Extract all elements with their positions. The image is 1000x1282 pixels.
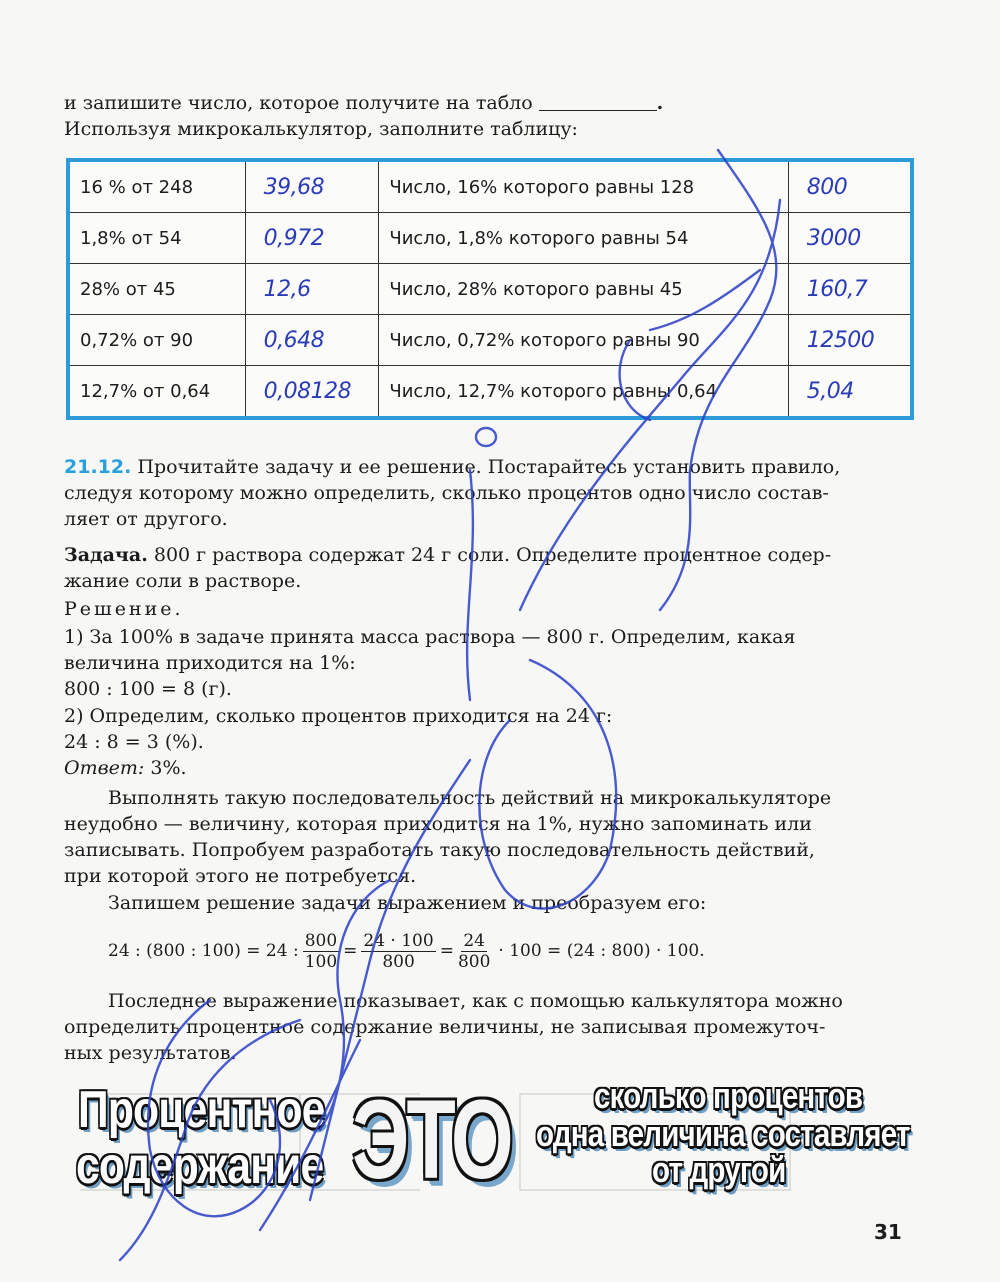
percent-table: [66, 158, 914, 420]
para3-line-2: определить процентное содержание величины, не записывая промежуточ-: [64, 1016, 826, 1038]
step1-line-1: 1) За 100% в задаче принята масса раствора — 800 г. Определим, какая: [64, 626, 796, 648]
para2: Запишем решение задачи выражением и преобразуем его:: [108, 892, 707, 914]
para1-line-3: записывать. Попробуем разработать такую последовательность действий,: [64, 839, 815, 861]
task-label: Задача.: [64, 544, 148, 566]
fraction: $\frac{24}{800}$: [457, 930, 491, 972]
table-row: [68, 213, 912, 264]
banner-middle: ЭТО: [352, 1077, 511, 1202]
handwritten-answer[interactable]: 0,648: [245, 315, 379, 366]
number-whose-cell: Число, 0,72% которого равны 90: [379, 315, 788, 366]
task-line-2: жание соли в растворе.: [64, 570, 302, 592]
handwritten-answer[interactable]: 3000: [788, 213, 912, 264]
percent-of-cell: 28% от 45: [68, 264, 245, 315]
percent-of-cell: 12,7% от 0,64: [68, 366, 245, 419]
exercise-line-2: следуя которому можно определить, сколько процентов одно число состав-: [64, 482, 829, 504]
answer-blank[interactable]: [539, 94, 657, 111]
solution-label: Решение.: [64, 598, 184, 620]
answer-label: Ответ:: [64, 757, 145, 779]
banner-left-line-2: содержание: [76, 1137, 324, 1195]
para1-line-2: неудобно — величину, которая приходится на 1%, нужно запоминать или: [64, 813, 812, 835]
step1-line-2: величина приходится на 1%:: [64, 652, 356, 674]
handwritten-answer[interactable]: 800: [788, 160, 912, 213]
exercise-number: 21.12.: [64, 456, 132, 478]
formula: 24 : (800 : 100) = 24 : $\frac{800}{100}$ = $\frac{24 \cdot 100}{800}$ = $\frac{24}{800}$ · 100 = (24 : 800) · 100.: [108, 930, 705, 972]
handwritten-answer[interactable]: 160,7: [788, 264, 912, 315]
banner-right-line-2: одна величина составляет: [536, 1113, 910, 1154]
number-whose-cell: Число, 1,8% которого равны 54: [379, 213, 788, 264]
table-row: [68, 160, 912, 213]
banner-right-line-1: сколько процентов: [594, 1075, 863, 1116]
table-row: [68, 264, 912, 315]
exercise-line-1: 21.12. Прочитайте задачу и ее решение. Постарайтесь установить правило,: [64, 456, 841, 478]
handwritten-answer[interactable]: 12500: [788, 315, 912, 366]
handwritten-answer[interactable]: 5,04: [788, 366, 912, 419]
handwritten-answer[interactable]: 12,6: [245, 264, 379, 315]
answer-line: Ответ: 3%.: [64, 757, 187, 779]
handwritten-answer[interactable]: 0,08128: [245, 366, 379, 419]
fraction: $\frac{800}{100}$: [304, 930, 338, 972]
exercise-line-3: ляет от другого.: [64, 508, 228, 530]
para3-line-3: ных результатов.: [64, 1042, 237, 1064]
page-number: 31: [874, 1220, 902, 1244]
step2-line-1: 2) Определим, сколько процентов приходится на 24 г:: [64, 705, 613, 727]
para1-line-1: Выполнять такую последовательность действий на микрокалькуляторе: [108, 787, 832, 809]
number-whose-cell: Число, 28% которого равны 45: [379, 264, 788, 315]
percent-of-cell: 1,8% от 54: [68, 213, 245, 264]
handwritten-answer[interactable]: 0,972: [245, 213, 379, 264]
percent-of-cell: 16 % от 248: [68, 160, 245, 213]
step1-calc: 800 : 100 = 8 (г).: [64, 678, 232, 700]
number-whose-cell: Число, 16% которого равны 128: [379, 160, 788, 213]
para1-line-4: при которой этого не потребуется.: [64, 865, 417, 887]
percent-of-cell: 0,72% от 90: [68, 315, 245, 366]
banner-right-line-3: от другой: [652, 1149, 786, 1190]
number-whose-cell: Число, 12,7% которого равны 0,64: [379, 366, 788, 419]
handwritten-answer[interactable]: 39,68: [245, 160, 379, 213]
intro-line-2: Используя микрокалькулятор, заполните таблицу:: [64, 118, 578, 140]
fraction: $\frac{24 \cdot 100}{800}$: [363, 930, 434, 972]
table-row: [68, 366, 912, 419]
banner-left-line-1: Процентное: [78, 1081, 325, 1139]
intro-line-1: и запишите число, которое получите на табло .: [64, 92, 664, 114]
para3-line-1: Последнее выражение показывает, как с помощью калькулятора можно: [108, 990, 843, 1012]
table-row: [68, 315, 912, 366]
step2-calc: 24 : 8 = 3 (%).: [64, 731, 204, 753]
task-line-1: Задача. 800 г раствора содержат 24 г соли. Определите процентное содер-: [64, 544, 832, 566]
